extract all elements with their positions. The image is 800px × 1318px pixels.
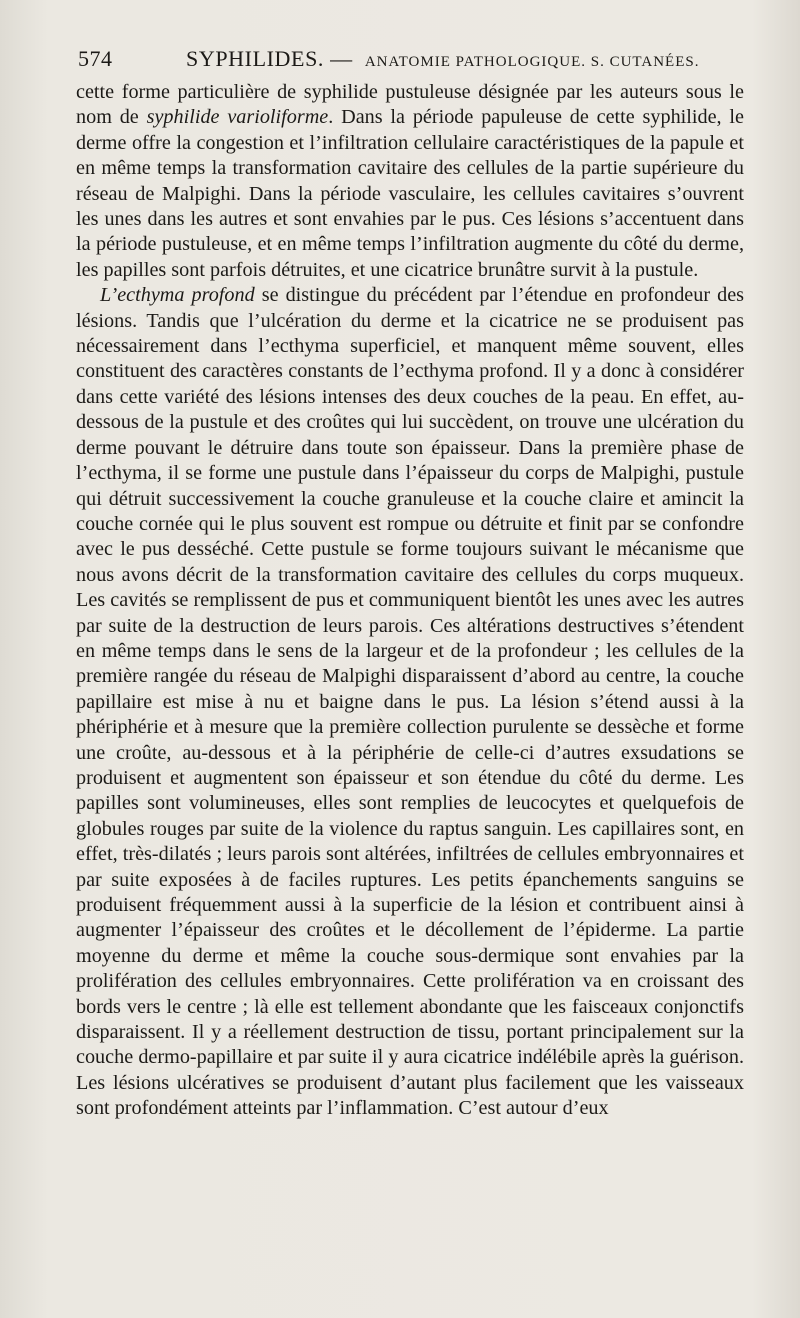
paragraph bbox=[76, 283, 744, 1121]
page-number: 574 bbox=[78, 46, 113, 71]
paragraph bbox=[76, 80, 744, 283]
chapter-title: SYPHILIDES. bbox=[186, 46, 324, 71]
body-text bbox=[76, 80, 744, 1122]
running-title bbox=[186, 44, 699, 77]
italic-term: L’ecthyma profond bbox=[100, 284, 255, 307]
paragraph-lead: cette forme particulière de syphilide pustuleuse désignée par les auteurs sous le nom de bbox=[76, 81, 744, 129]
italic-term: syphilide varioliforme bbox=[146, 106, 329, 129]
paragraph-rest: . Dans la période papuleuse de cette syphilide, le derme offre la congestion et l’infiltration cellulaire caractéristiques de la papule et en même temps la transformation cavitaire des cellules de la partie supérieure du réseau de Malpighi. Dans la période vasculaire, les cellules cavitaires s’ouvrent les unes dans les autres et sont envahies par le pus. Ces lésions s’accentuent dans la période pustuleuse, et en même temps l’infiltration augmente du côté du derme, les papilles sont parfois détruites, et une cicatrice brunâtre survit à la pustule. bbox=[76, 106, 744, 281]
running-header bbox=[78, 44, 744, 74]
title-dash: — bbox=[330, 46, 353, 71]
paragraph-rest: se distingue du précédent par l’étendue en profondeur des lésions. Tandis que l’ulcération du derme et la cicatrice ne se produisent pas nécessairement dans l’ecthyma superficiel, et manquent même souvent, elles constituent des caractères constants de l’ecthyma profond. Il y a donc à considérer dans cette variété des lésions intenses des deux couches de la peau. En effet, au-dessous de la pustule et des croûtes qui lui succèdent, on trouve une ulcération du derme pouvant le détruire dans toute son épaisseur. Dans la première phase de l’ecthyma, il se forme une pustule dans l’épaisseur du corps de Malpighi, pustule qui détruit successivement la couche granuleuse et la couche claire et amincit la couche cornée qui le plus souvent est rompue ou détruite et finit par se confondre avec le pus desséché. Cette pustule se forme toujours suivant le mécanisme que nous avons décrit de la transformation cavitaire des cellules du corps muqueux. Les cavités se remplissent de pus et communiquent bientôt les unes avec les autres par suite de la destruction de leurs parois. Ces altérations destructives s’étendent en même temps dans le sens de la largeur et de la profondeur ; les cellules de la première rangée du réseau de Malpighi disparaissent d’abord au centre, la couche papillaire est mise à nu et baigne dans le pus. La lésion s’étend aussi à la phériphérie et à mesure que la première collection purulente se dessèche et forme une croûte, au-dessous et à la périphérie de celle-ci d’autres exsudations se produisent et augmentent son épaisseur et son étendue du côté du derme. Les papilles sont volumineuses, elles sont remplies de leucocytes et quelquefois de globules rouges par suite de la violence du raptus sanguin. Les capillaires sont, en effet, très-dilatés ; leurs parois sont altérées, infiltrées de cellules embryonnaires et par suite exposées à de faciles ruptures. Les petits épanchements sanguins se produisent fréquemment aussi à la superficie de la lésion et contribuent ainsi à augmenter l’épaisseur des croûtes et le décollement de l’épiderme. La partie moyenne du derme et même la couche sous-dermique sont envahies par la prolifération des cellules embryonnaires. Cette prolifération va en croissant des bords vers le centre ; là elle est tellement abondante que les faisceaux conjonctifs disparaissent. Il y a réellement destruction de tissu, portant principalement sur la couche dermo-papillaire et par suite il y aura cicatrice indélébile après la guérison. Les lésions ulcératives se produisent d’autant plus facilement que les vaisseaux sont profondément atteints par l’inflammation. C’est autour d’eux bbox=[76, 284, 745, 1120]
section-subtitle: ANATOMIE PATHOLOGIQUE. S. CUTANÉES. bbox=[364, 54, 700, 70]
